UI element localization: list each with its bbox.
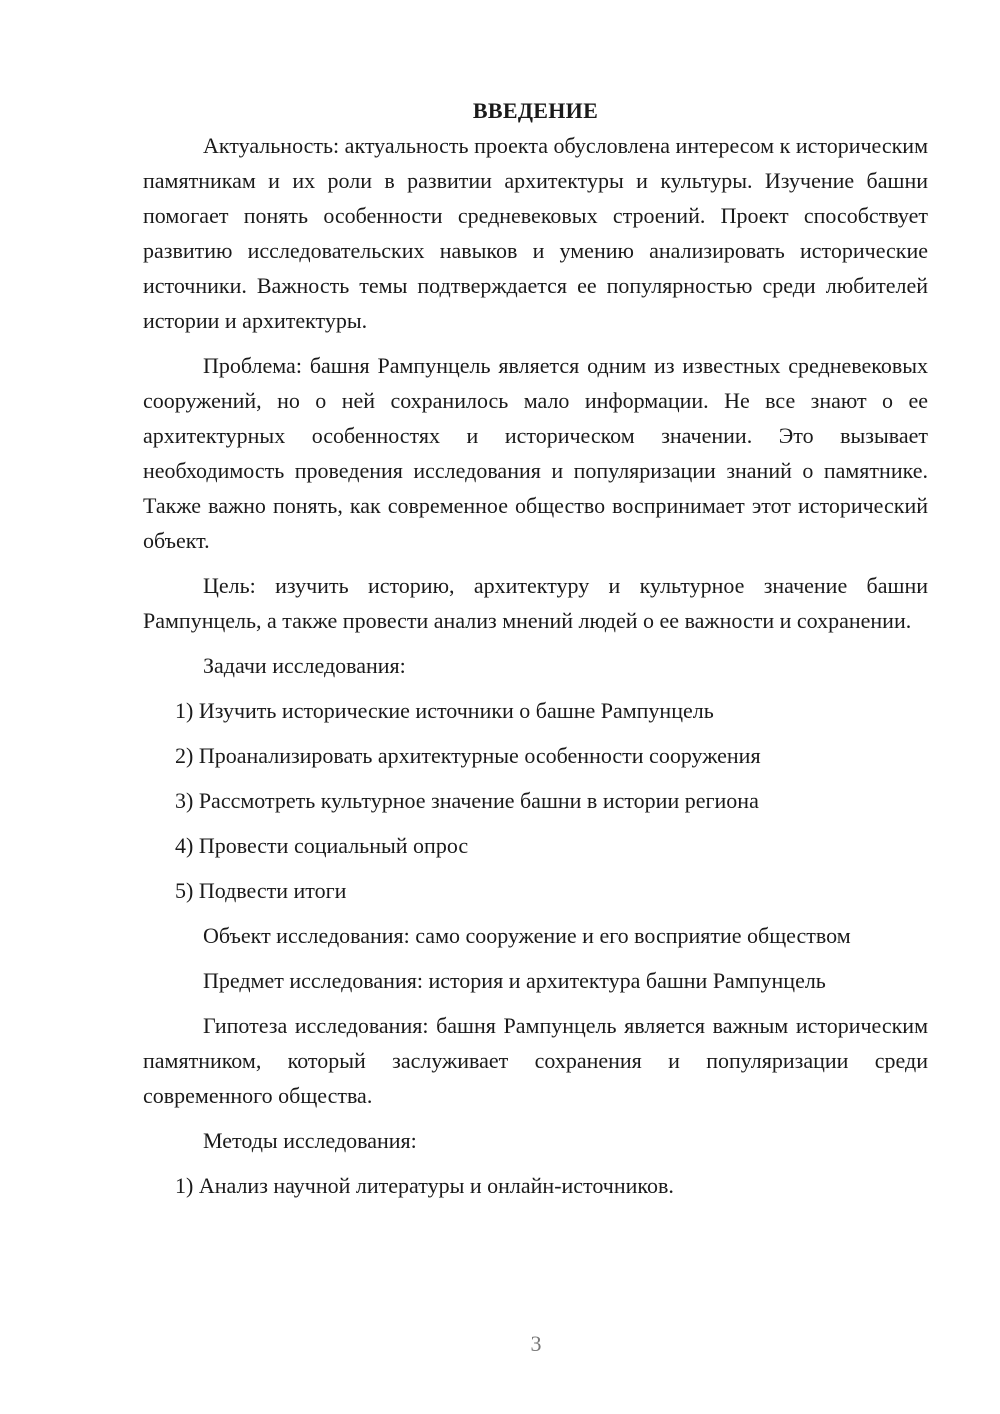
paragraph-spacer [143, 683, 928, 693]
relevance-paragraph: Актуальность: актуальность проекта обусловлена интересом к историческим памятникам и их роли в развитии архитектуры и культуры. Изучение башни помогает понять особенности средневековых строений. Проект способствует развитию исследовательских навыков и умению анализировать исторические источники. Важность темы подтверждается ее популярностью среди любителей истории и архитектуры. [143, 133, 928, 333]
problem-paragraph: Проблема: башня Рампунцель является одним из известных средневековых сооружений, но о ней сохранилось мало информации. Не все знают о ее архитектурных особенностях и историческом значении. Это вызывает необходимость проведения исследования и популяризации знаний о памятнике. Также важно понять, как современное общество воспринимает этот исторический объект. [143, 353, 928, 553]
list-spacer [143, 863, 928, 873]
subject-paragraph: Предмет исследования: история и архитектура башни Рампунцель [203, 968, 826, 993]
paragraph-spacer [143, 1113, 928, 1123]
hypothesis-paragraph: Гипотеза исследования: башня Рампунцель является важным историческим памятником, который заслуживает сохранения и популяризации среди современного общества. [143, 1013, 928, 1108]
tasks-heading: Задачи исследования: [203, 653, 406, 678]
paragraph-spacer [143, 953, 928, 963]
object-paragraph: Объект исследования: само сооружение и его восприятие обществом [203, 923, 851, 948]
paragraph-spacer [143, 1158, 928, 1168]
method-item: 1) Анализ научной литературы и онлайн-источников. [175, 1173, 674, 1198]
paragraph-spacer [143, 338, 928, 348]
list-spacer [143, 908, 928, 918]
list-spacer [143, 728, 928, 738]
section-title: ВВЕДЕНИЕ [472, 98, 599, 123]
page-number: 3 [530, 1331, 542, 1356]
paragraph-spacer [143, 558, 928, 568]
goal-paragraph: Цель: изучить историю, архитектуру и культурное значение башни Рампунцель, а также провести анализ мнений людей о ее важности и сохранении. [143, 573, 928, 633]
paragraph-spacer [143, 998, 928, 1008]
task-item: 3) Рассмотреть культурное значение башни в истории региона [175, 788, 759, 813]
task-item: 1) Изучить исторические источники о башне Рампунцель [175, 698, 714, 723]
task-item: 2) Проанализировать архитектурные особенности сооружения [175, 743, 761, 768]
paragraph-spacer [143, 638, 928, 648]
methods-heading: Методы исследования: [203, 1128, 417, 1153]
task-item: 4) Провести социальный опрос [175, 833, 469, 858]
task-item: 5) Подвести итоги [175, 878, 347, 903]
list-spacer [143, 818, 928, 828]
list-spacer [143, 773, 928, 783]
page-content [143, 93, 928, 1203]
